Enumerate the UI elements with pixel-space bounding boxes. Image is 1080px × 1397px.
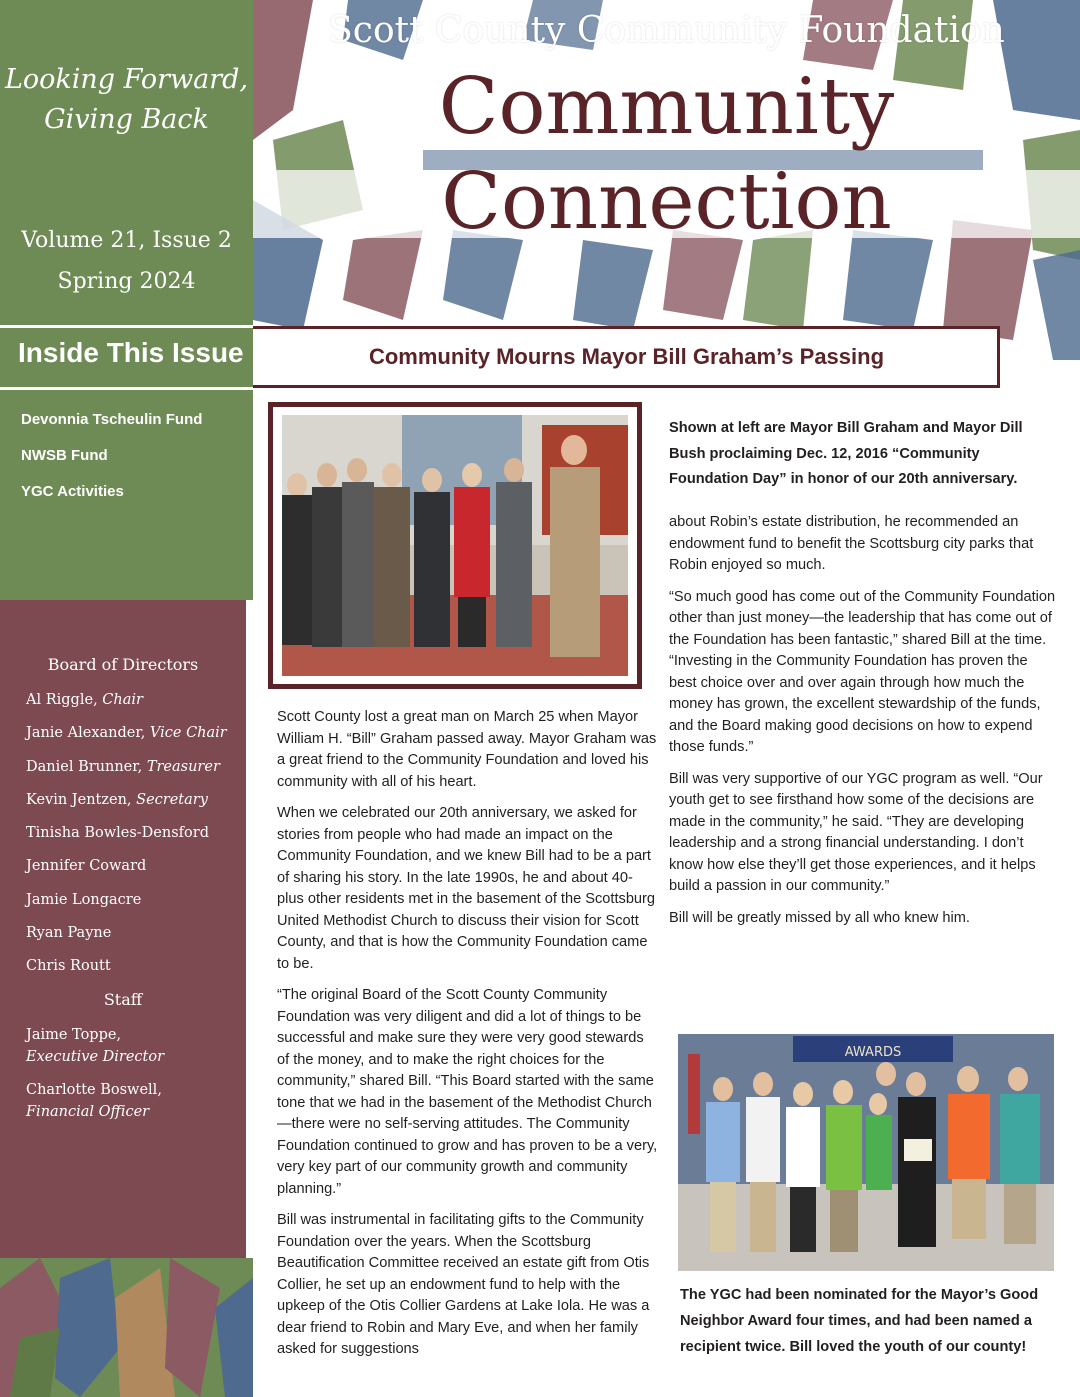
inside-item[interactable]: Devonnia Tscheulin Fund bbox=[21, 411, 203, 428]
article-headline: Community Mourns Mayor Bill Graham’s Passing bbox=[368, 344, 885, 369]
board-member-name: Al Riggle bbox=[26, 692, 94, 708]
staff-role: Financial Officer bbox=[26, 1104, 150, 1120]
board-member: Daniel Brunner, Treasurer bbox=[26, 758, 220, 775]
tagline-line1: Looking Forward, bbox=[4, 64, 249, 95]
inside-item[interactable]: YGC Activities bbox=[21, 483, 124, 500]
board-member-role: Secretary bbox=[136, 791, 208, 808]
ygc-award-photo bbox=[678, 1034, 1054, 1271]
staff-name: Charlotte Boswell, bbox=[26, 1082, 162, 1098]
board-member-name: Jamie Longacre bbox=[26, 891, 142, 908]
tagline-line2: Giving Back bbox=[44, 104, 209, 135]
season: Spring 2024 bbox=[57, 269, 196, 294]
board-member-name: Ryan Payne bbox=[26, 925, 112, 942]
board-member bbox=[26, 921, 227, 954]
photo2-caption: The YGC had been nominated for the Mayor’s Good Neighbor Award four times, and had been named a recipient twice. Bill loved the youth of our county! bbox=[680, 1287, 1039, 1355]
sidebar-leaf-art bbox=[0, 1258, 253, 1397]
board-member bbox=[26, 854, 227, 887]
staff-member bbox=[26, 1024, 164, 1068]
board-member: Al Riggle, Chair bbox=[26, 692, 143, 708]
inside-this-issue-list bbox=[21, 408, 202, 516]
article-paragraph: “So much good has come out of the Community Foundation other than just money—the leadership that has come out of the Foundation has been fantastic,” shared Bill at the time. “Investing in the Community Foundation has proven the best choice over and over again through how much the money has grown, the excellent stewardship of the funds, and the Board making good decisions on how to expend those funds.” bbox=[669, 588, 1056, 755]
article-column-right bbox=[669, 512, 1057, 939]
issue-info bbox=[0, 220, 253, 302]
volume-issue: Volume 21, Issue 2 bbox=[21, 228, 232, 253]
staff-role: Executive Director bbox=[26, 1049, 165, 1065]
staff-name: Jaime Toppe, bbox=[26, 1027, 122, 1043]
ygc-award-photo-graphic bbox=[678, 1034, 1054, 1271]
board-member-name: Tinisha Bowles-Densford bbox=[26, 825, 209, 842]
board-title: Board of Directors bbox=[47, 655, 199, 674]
board-member bbox=[26, 954, 227, 987]
board-member: Kevin Jentzen, Secretary bbox=[26, 791, 208, 808]
proclamation-photo-graphic bbox=[282, 415, 628, 676]
inside-this-issue-title: Inside This Issue bbox=[18, 337, 244, 368]
board-list bbox=[26, 688, 227, 988]
tagline bbox=[0, 60, 253, 140]
article-paragraph: Scott County lost a great man on March 25 when Mayor William H. “Bill” Graham passed away. Mayor Graham was a great friend to the Community Foundation and loved his community with all of his heart. bbox=[277, 709, 657, 790]
article-paragraph: Bill was very supportive of our YGC program as well. “Our youth get to see firsthand how some of the decisions are made in the community,” he said. “They are developing leadership and a strong financial understanding. I don’t know how else they’ll get those experiences, and it helps build a passion in our community.” bbox=[669, 770, 1043, 894]
award-banner-text: AWARDS bbox=[844, 1045, 902, 1060]
article-paragraph: “The original Board of the Scott County Community Foundation was very diligent and did a lot of things to be successful and make sure they were very good stewards of the money, and to make the right choices for the community,” shared Bill. “This Board started with the same tone that we had in the basement of the Methodist Church—there were no self-serving attitudes. The Community Foundation continued to grow and has proven to be a very, very key part of our community growth and community planning.” bbox=[277, 987, 658, 1197]
organization-name: Scott County Community Foundation bbox=[328, 10, 1005, 51]
inside-item[interactable]: NWSB Fund bbox=[21, 447, 108, 464]
board-member-role: Chair bbox=[102, 692, 143, 708]
newsletter-title-line1: Community bbox=[438, 62, 895, 152]
board-member bbox=[26, 888, 227, 921]
board-member bbox=[26, 821, 227, 854]
article-paragraph: about Robin’s estate distribution, he recommended an endowment fund to benefit the Scottsburg city parks that Robin enjoyed so much. bbox=[669, 514, 1034, 573]
board-member-role: Treasurer bbox=[146, 758, 220, 775]
staff-member bbox=[26, 1079, 164, 1123]
board-member-name: Chris Routt bbox=[26, 958, 111, 975]
article-paragraph: Bill will be greatly missed by all who knew him. bbox=[669, 909, 970, 926]
board-member-name: Daniel Brunner bbox=[26, 758, 138, 775]
board-member-role: Vice Chair bbox=[149, 725, 227, 742]
board-member-name: Kevin Jentzen bbox=[26, 791, 127, 808]
board-member: Janie Alexander, Vice Chair bbox=[26, 725, 227, 742]
board-member-name: Jennifer Coward bbox=[26, 858, 147, 875]
staff-title: Staff bbox=[103, 990, 143, 1009]
article-paragraph: When we celebrated our 20th anniversary, we asked for stories from people who had made an impact on the Community Foundation, and we knew Bill had to be a part of sharing his story. In the late 1990s, he and about 40-plus other residents met in the basement of the Scottsburg United Methodist Church to discuss their vision for Scott County, and that is how the Community Foundation came to be. bbox=[277, 805, 656, 972]
photo1-caption: Shown at left are Mayor Bill Graham and Mayor Dill Bush proclaiming Dec. 12, 2016 “Community Foundation Day” in honor of our 20th anniversary. bbox=[669, 420, 1023, 487]
article-column-left bbox=[277, 707, 659, 1371]
proclamation-photo bbox=[282, 415, 628, 676]
board-member-name: Janie Alexander bbox=[26, 725, 141, 742]
article-paragraph: Bill was instrumental in facilitating gifts to the Community Foundation over the years. When the Scottsburg Beautification Committee received an estate gift from Otis Collier, he set up an endowment fund to help with the upkeep of the Otis Collier Gardens at Lake Iola. He was a dear friend to Robin and Mary Eve, and when her family asked for suggestions bbox=[277, 1212, 650, 1357]
staff-list bbox=[26, 1024, 164, 1134]
newsletter-title-line2: Connection bbox=[441, 157, 892, 247]
leaf-pattern-graphic bbox=[0, 1258, 253, 1397]
